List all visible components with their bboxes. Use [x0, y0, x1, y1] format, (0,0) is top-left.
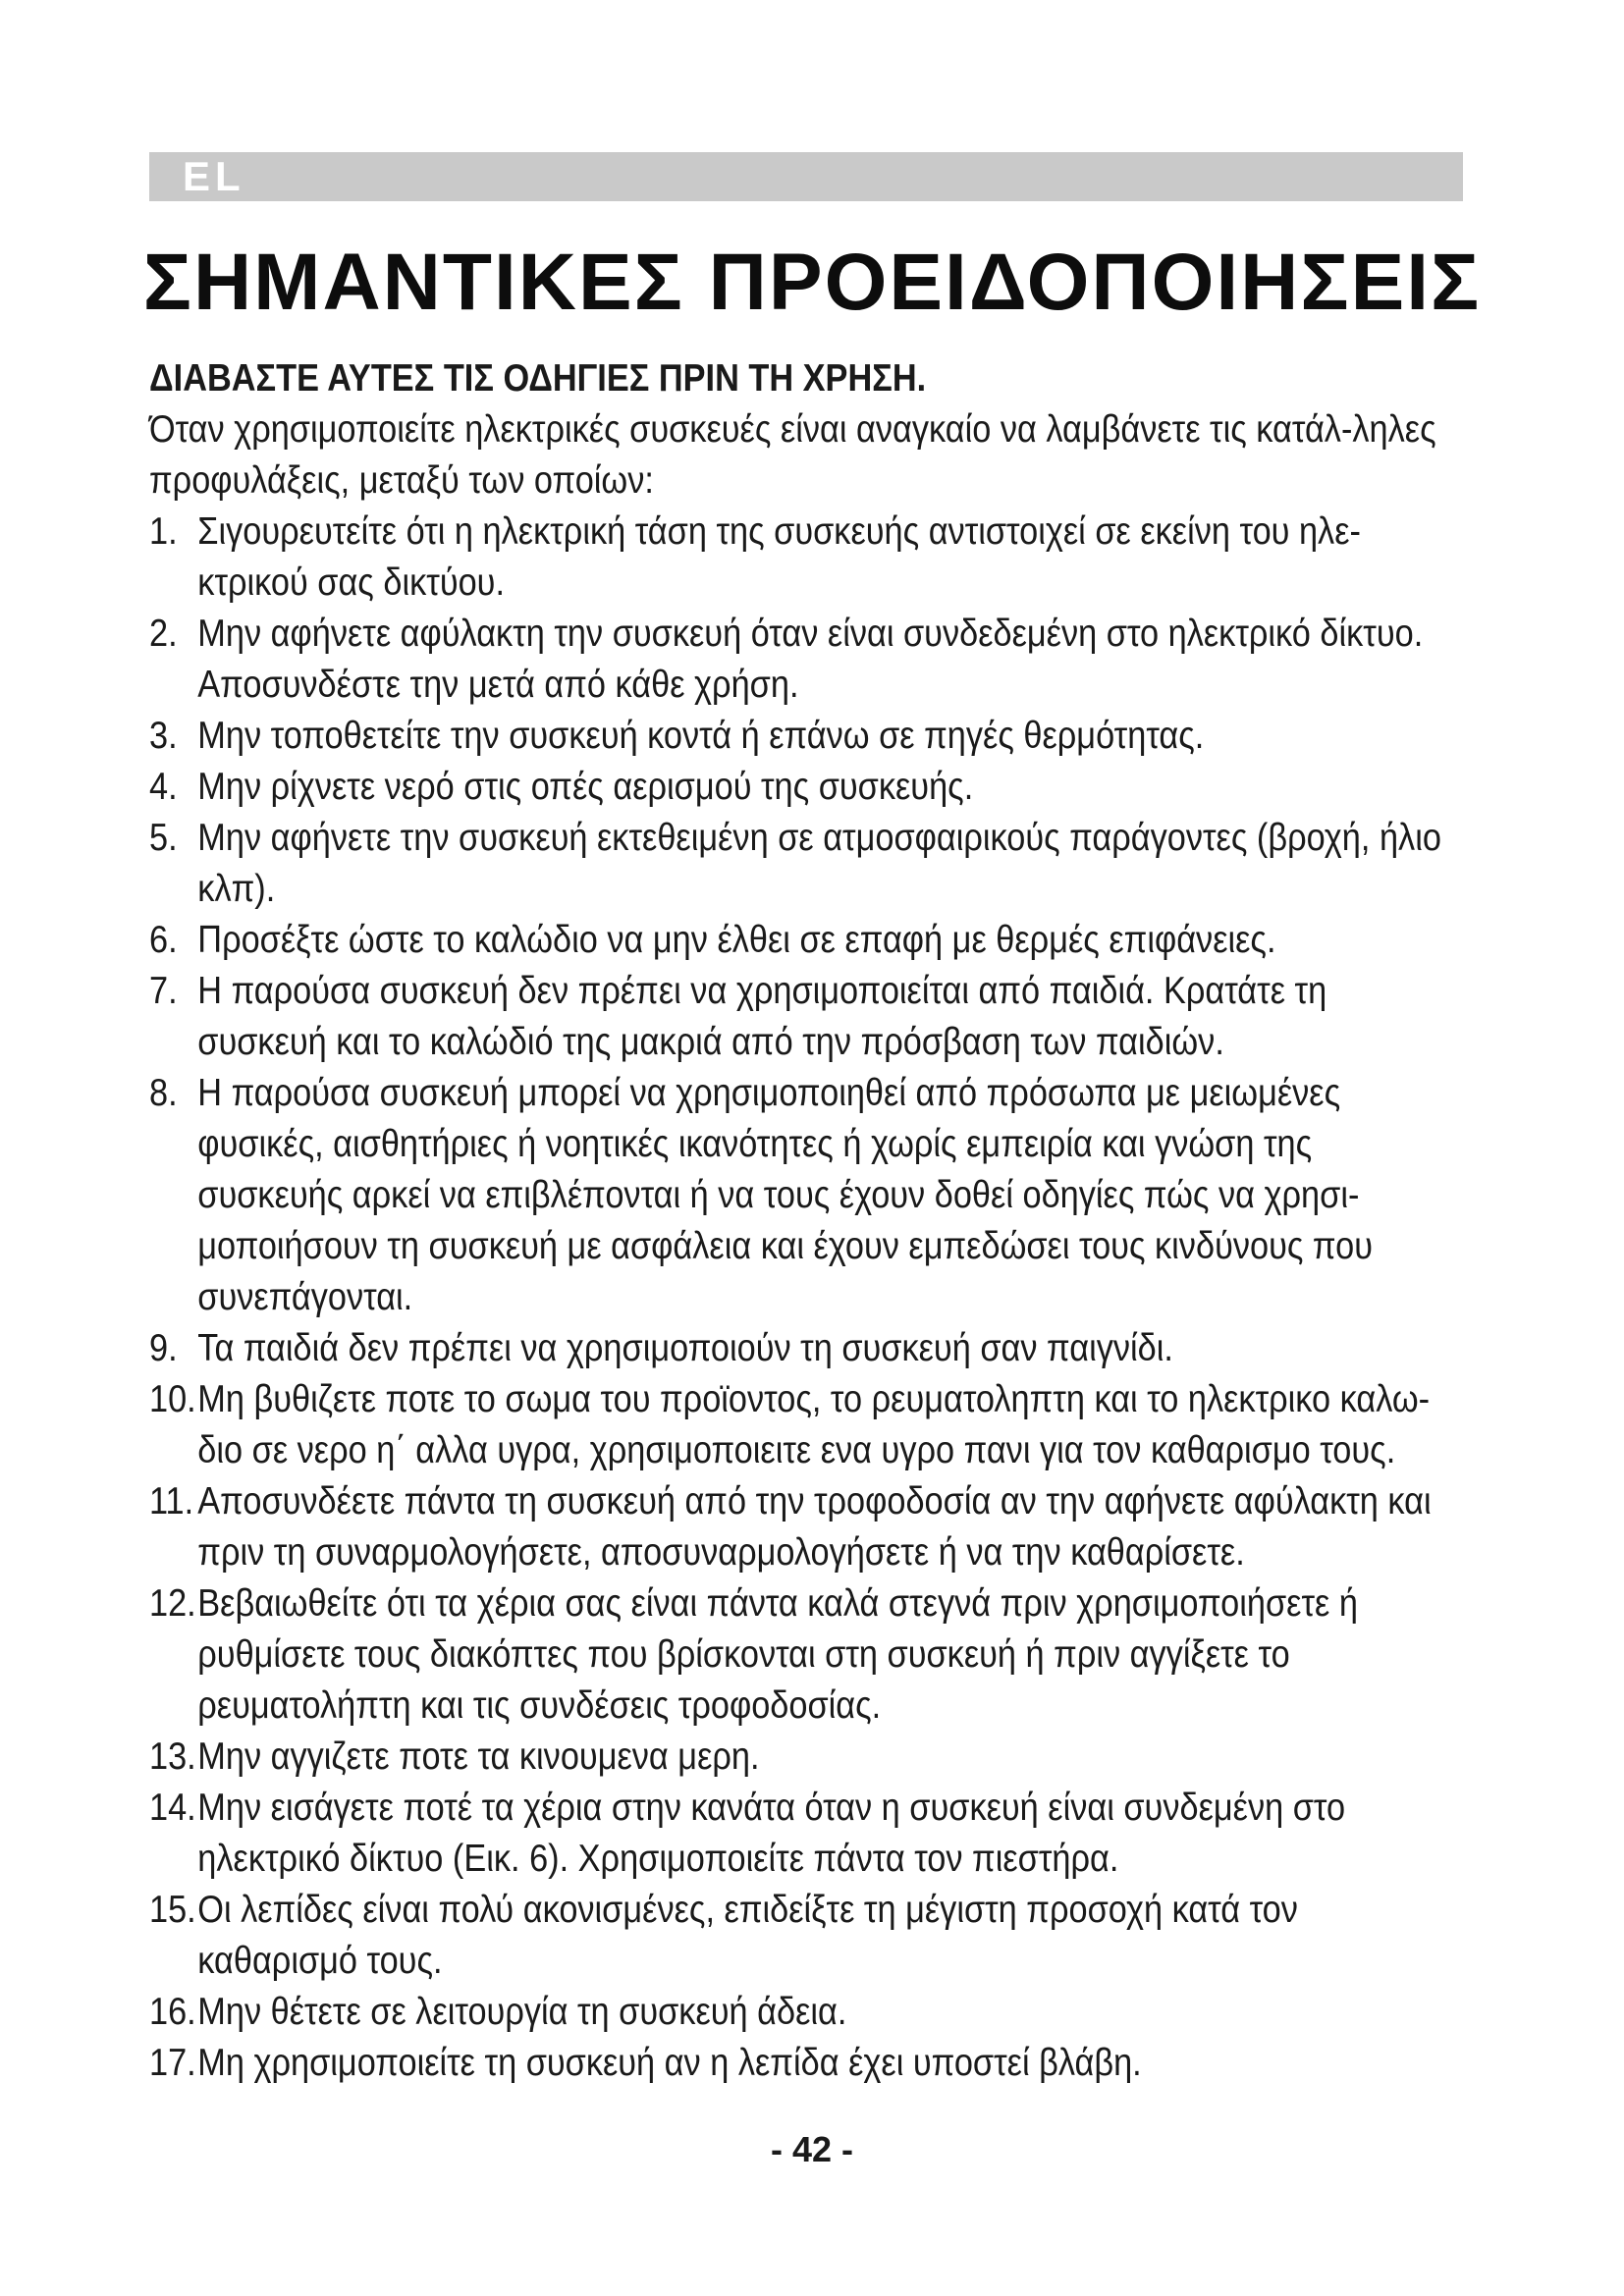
list-item: [149, 507, 1463, 609]
item-text: Μην αφήνετε την συσκευή εκτεθειμένη σε ατμοσφαιρικούς παράγοντες (βροχή, ήλιο κλπ).: [197, 817, 1441, 910]
item-text: Προσέξτε ώστε το καλώδιο να μην έλθει σε επαφή με θερμές επιφάνειες.: [197, 919, 1276, 961]
item-number: 11.: [149, 1480, 194, 1522]
item-number: 5.: [149, 817, 178, 859]
list-item: [149, 1374, 1463, 1476]
item-number: 14.: [149, 1787, 196, 1829]
item-text: Μην αφήνετε αφύλακτη την συσκευή όταν είναι συνδεδεμένη στο ηλεκτρικό δίκτυο. Αποσυνδέστε την μετά από κάθε χρήση.: [197, 613, 1424, 706]
item-text: Μην τοποθετείτε την συσκευή κοντά ή επάνω σε πηγές θερμότητας.: [197, 715, 1205, 757]
list-item: [149, 2038, 1463, 2089]
item-text: Αποσυνδέετε πάντα τη συσκευή από την τροφοδοσία αν την αφήνετε αφύλακτη και πριν τη συναρμολογήσετε, αποσυναρμολογήσετε ή να την καθαρίσετε.: [197, 1480, 1432, 1574]
item-text: Μην εισάγετε ποτέ τα χέρια στην κανάτα όταν η συσκευή είναι συνδεμένη στο ηλεκτρικό δίκτυο (Εικ. 6). Χρησιμοποιείτε πάντα τον πιεστήρα.: [197, 1787, 1346, 1880]
item-number: 9.: [149, 1327, 178, 1369]
item-number: 3.: [149, 715, 178, 757]
item-number: 12.: [149, 1582, 196, 1625]
language-bar: [149, 152, 1463, 201]
item-number: 16.: [149, 1991, 196, 2033]
page-number: - 42 -: [770, 2129, 854, 2169]
list-item: [149, 711, 1463, 762]
item-number: 10.: [149, 1378, 196, 1420]
item-text: Τα παιδιά δεν πρέπει να χρησιμοποιούν τη συσκευή σαν παιγνίδι.: [197, 1327, 1173, 1369]
list-item: [149, 1323, 1463, 1374]
list-item: [149, 813, 1463, 915]
item-number: 17.: [149, 2042, 196, 2084]
list-item: [149, 609, 1463, 711]
list-item: [149, 1068, 1463, 1323]
list-item: [149, 1732, 1463, 1783]
item-number: 2.: [149, 613, 178, 655]
item-text: Μη χρησιμοποιείτε τη συσκευή αν η λεπίδα έχει υποστεί βλάβη.: [197, 2042, 1142, 2084]
warnings-list: [149, 507, 1463, 2089]
intro-paragraph: Όταν χρησιμοποιείτε ηλεκτρικές συσκευές είναι αναγκαίο να λαμβάνετε τις κατάλ-ληλες προφυλάξεις, μεταξύ των οποίων:: [149, 408, 1436, 502]
item-number: 4.: [149, 766, 178, 808]
item-text: Οι λεπίδες είναι πολύ ακονισμένες, επιδείξτε τη μέγιστη προσοχή κατά τον καθαρισμό τους.: [197, 1889, 1298, 1982]
list-item: [149, 762, 1463, 813]
item-number: 1.: [149, 510, 178, 553]
list-item: [149, 1476, 1463, 1578]
list-item: [149, 915, 1463, 966]
item-text: Μη βυθιζετε ποτε το σωμα του προϊοντος, το ρευματοληπτη και το ηλεκτρικο καλω-διο σε νερο η΄ αλλα υγρα, χρησιμοποιειτε ενα υγρο πανι για τον καθαρισμο τους.: [197, 1378, 1431, 1471]
item-number: 7.: [149, 970, 178, 1012]
item-text: Μην αγγιζετε ποτε τα κινουμενα μερη.: [197, 1735, 760, 1778]
list-item: [149, 1578, 1463, 1732]
list-item: [149, 966, 1463, 1068]
language-code: EL: [183, 153, 245, 199]
read-instructions-heading: ΔΙΑΒΑΣΤΕ ΑΥΤΕΣ ΤΙΣ ΟΔΗΓΙΕΣ ΠΡΙΝ ΤΗ ΧΡΗΣΗ.: [149, 357, 927, 400]
item-text: Η παρούσα συσκευή δεν πρέπει να χρησιμοποιείται από παιδιά. Κρατάτε τη συσκευή και το καλώδιό της μακριά από την πρόσβαση των παιδιών.: [197, 970, 1327, 1063]
item-text: Η παρούσα συσκευή μπορεί να χρησιμοποιηθεί από πρόσωπα με μειωμένες φυσικές, αισθητήριες ή νοητικές ικανότητες ή χωρίς εμπειρία και γνώση της συσκευής αρκεί να επιβλέπονται ή να τους έχουν δοθεί οδηγίες πώς να χρησι-μοποιήσουν τη συσκευή με ασφάλεια και έχουν εμπεδώσει τους κινδύνους που συνεπάγονται.: [197, 1072, 1373, 1318]
list-item: [149, 1885, 1463, 1987]
list-item: [149, 1783, 1463, 1885]
item-text: Μην ρίχνετε νερό στις οπές αερισμού της συσκευής.: [197, 766, 974, 808]
warnings-section: [149, 353, 1463, 2089]
item-text: Βεβαιωθείτε ότι τα χέρια σας είναι πάντα καλά στεγνά πριν χρησιμοποιήσετε ή ρυθμίσετε τους διακόπτες που βρίσκονται στη συσκευή ή πριν αγγίξετε το ρευματολήπτη και τις συνδέσεις τροφοδοσίας.: [197, 1582, 1358, 1727]
list-item: [149, 1987, 1463, 2038]
item-text: Σιγουρευτείτε ότι η ηλεκτρική τάση της συσκευής αντιστοιχεί σε εκείνη του ηλε-κτρικού σας δικτύου.: [197, 510, 1361, 604]
item-number: 8.: [149, 1072, 178, 1114]
item-number: 6.: [149, 919, 178, 961]
item-number: 15.: [149, 1889, 196, 1931]
item-text: Μην θέτετε σε λειτουργία τη συσκευή άδεια.: [197, 1991, 847, 2033]
item-number: 13.: [149, 1735, 196, 1778]
page-title: ΣΗΜΑΝΤΙΚΕΣ ΠΡΟΕΙΔΟΠΟΙΗΣΕΙΣ: [142, 238, 1482, 327]
